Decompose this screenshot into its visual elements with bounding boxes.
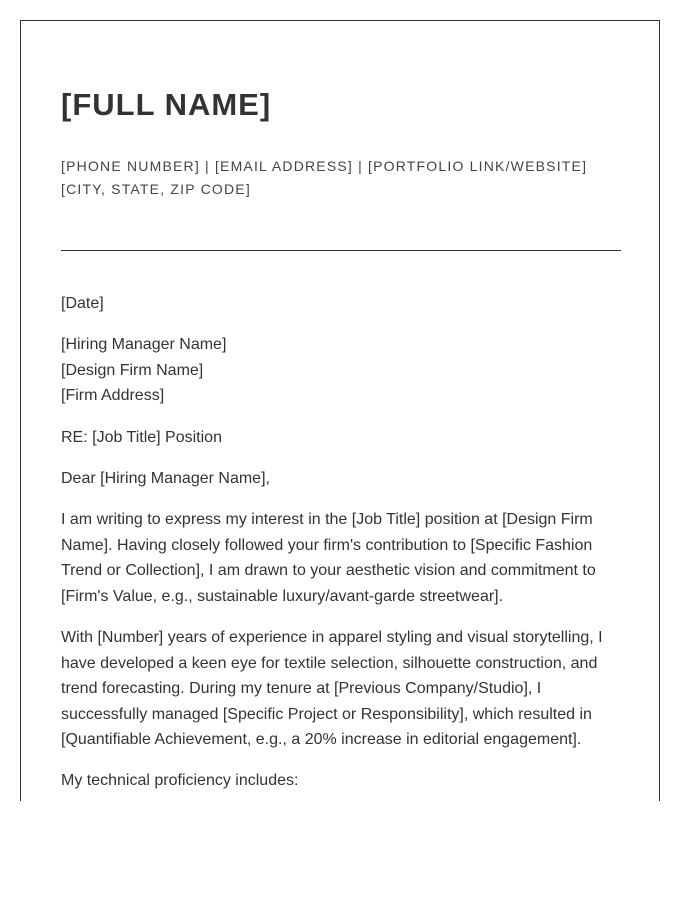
contact-block <box>61 155 623 201</box>
paragraph-intro: I am writing to express my interest in the [Job Title] position at [Design Firm Name]. Having closely followed your firm's contribution to [Specific Fashion Trend or Collection], I am drawn to your aesthetic vision and commitment to [Firm's Value, e.g., sustainable luxury/avant-garde streetwear]. <box>61 510 596 605</box>
letter-date: [Date] <box>61 295 104 312</box>
letter-body <box>61 291 621 801</box>
paragraph-experience: With [Number] years of experience in apparel styling and visual storytelling, I have developed a keen eye for textile selection, silhouette construction, and trend forecasting. During my tenure at [Previous Company/Studio], I successfully managed [Specific Project or Responsibility], which resulted in [Quantifiable Achievement, e.g., a 20% increase in editorial engagement]. <box>61 628 603 749</box>
letter-page <box>20 20 660 801</box>
recipient-address: [Firm Address] <box>61 387 165 405</box>
contact-line-1: [PHONE NUMBER] | [EMAIL ADDRESS] | [PORTFOLIO LINK/WEBSITE] <box>61 158 588 174</box>
recipient-block <box>61 332 621 409</box>
contact-line-2: [CITY, STATE, ZIP CODE] <box>61 181 251 197</box>
recipient-firm: [Design Firm Name] <box>61 361 204 379</box>
full-name-heading: [FULL NAME] <box>61 87 272 122</box>
paragraph-proficiency: My technical proficiency includes: <box>61 772 299 790</box>
re-line: RE: [Job Title] Position <box>61 428 222 446</box>
recipient-name: [Hiring Manager Name] <box>61 336 227 354</box>
header-divider <box>61 250 621 251</box>
salutation: Dear [Hiring Manager Name], <box>61 469 270 487</box>
